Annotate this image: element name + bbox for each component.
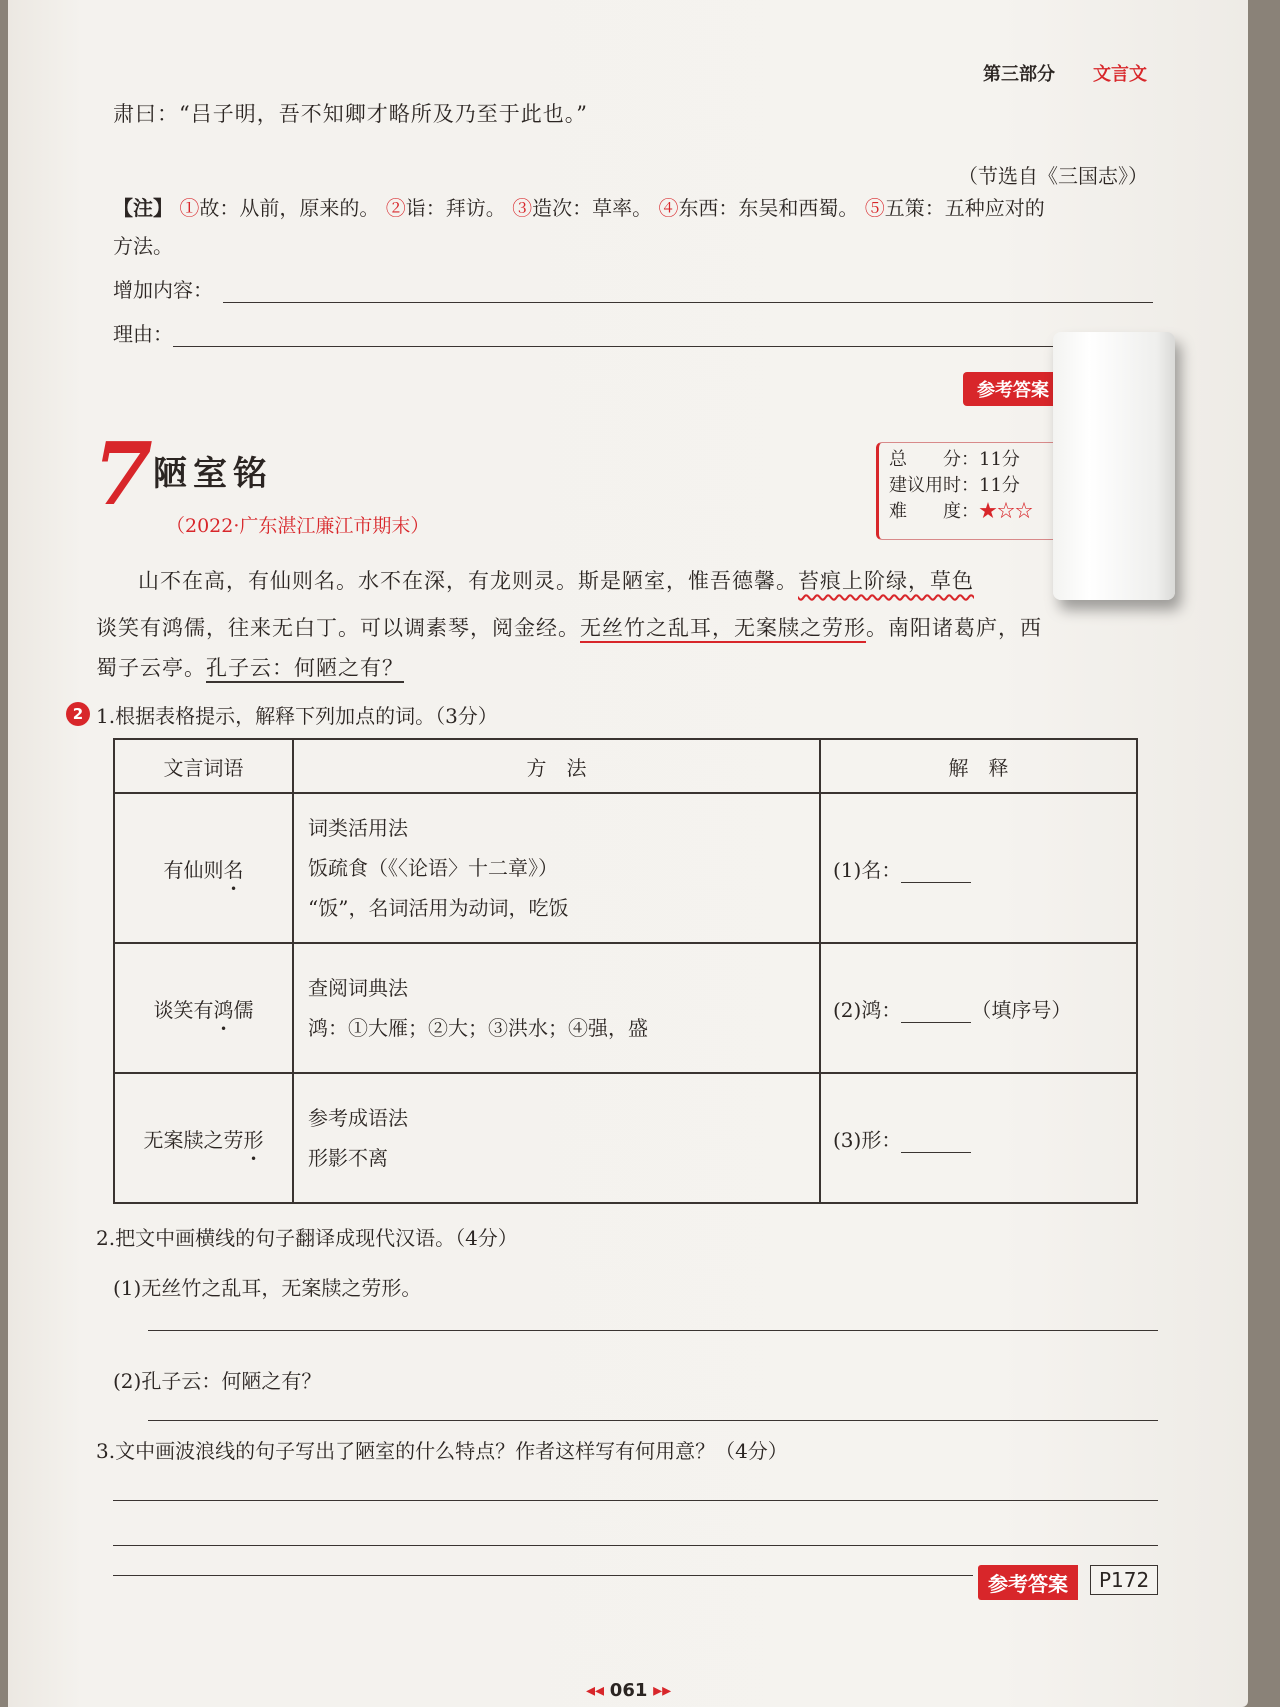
- passage-text: 山不在高，有仙则名。水不在深，有龙则灵。斯是陋室，惟吾德馨。: [138, 569, 798, 593]
- method-line: 参考成语法: [308, 1106, 408, 1130]
- table-header-row: [114, 739, 1137, 793]
- question-2-sub-2: (2)孔子云：何陋之有？: [113, 1369, 322, 1393]
- header-section-label: 文言文: [1093, 64, 1147, 85]
- passage-end-line: 肃曰：“吕子明，吾不知卿才略所及乃至于此也。”: [113, 102, 588, 126]
- passage-underlined-text: 孔子云：何陋之有？: [206, 656, 404, 680]
- passage-text: 蜀子云亭。: [96, 656, 206, 680]
- note-num: ①: [179, 196, 200, 220]
- answer-line[interactable]: [113, 1500, 1158, 1501]
- word-text: 无案牍之劳: [143, 1127, 244, 1152]
- row-word: [114, 1073, 293, 1203]
- notes-line: [113, 192, 1045, 221]
- frequency-badge: 2: [66, 702, 90, 726]
- table-row: [114, 793, 1137, 943]
- total-score: 总 分：11分: [889, 449, 1020, 470]
- answer-label: (2)鸿：: [833, 997, 902, 1022]
- method-line: 饭疏食（《〈论语〉十二章》）: [308, 856, 558, 880]
- note-num: ②: [385, 196, 406, 220]
- question-2: 2.把文中画横线的句子翻译成现代汉语。（4分）: [96, 1226, 518, 1250]
- answer-line[interactable]: [113, 1575, 973, 1576]
- row-answer: [820, 1073, 1137, 1203]
- note-num: ③: [512, 196, 533, 220]
- answer-suffix: （填序号）: [971, 997, 1072, 1022]
- workbook-page: [8, 0, 1248, 1707]
- answer-label: (1)名：: [833, 857, 902, 882]
- answer-line[interactable]: [148, 1420, 1158, 1421]
- passage-line-2: [96, 612, 1042, 642]
- note-text: 造次：草率。: [532, 196, 653, 220]
- vocab-table: [113, 738, 1138, 1204]
- question-2-sub-1: (1)无丝竹之乱耳，无案牍之劳形。: [113, 1276, 422, 1300]
- reason-label: 理由：: [113, 322, 173, 346]
- header-explain: 解 释: [820, 739, 1137, 793]
- notes-line-cont: 方法。: [113, 234, 173, 258]
- header-word: 文言词语: [114, 739, 293, 793]
- reference-page[interactable]: P172: [1090, 1565, 1158, 1595]
- dotted-char: 形: [243, 1127, 264, 1152]
- note-num: ④: [658, 196, 679, 220]
- page-number: ◂◂ 061 ▸▸: [586, 1680, 672, 1701]
- passage-wavy-text: 苔痕上阶绿，草色: [798, 569, 974, 593]
- add-content-answer-line[interactable]: [223, 302, 1153, 303]
- reference-answer-tab[interactable]: 参考答案: [963, 372, 1063, 406]
- reference-answer-label[interactable]: 参考答案: [978, 1565, 1078, 1600]
- add-content-label: 增加内容：: [113, 278, 213, 302]
- note-num: ⑤: [864, 196, 885, 220]
- header-part-label: 第三部分: [983, 64, 1055, 85]
- row-word: [114, 943, 293, 1073]
- difficulty: [889, 499, 1069, 525]
- table-row: [114, 1073, 1137, 1203]
- answer-blank[interactable]: [901, 1134, 971, 1153]
- passage-text: 谈笑有鸿儒，往来无白丁。可以调素琴，阅金经。: [96, 616, 580, 640]
- row-answer: [820, 943, 1137, 1073]
- question-1: 1.根据表格提示，解释下列加点的词。（3分）: [96, 704, 498, 728]
- dotted-char: 名: [223, 857, 244, 882]
- word-text: 儒: [233, 997, 254, 1022]
- dotted-char: 鸿: [213, 997, 234, 1022]
- notes-label: 【注】: [113, 196, 173, 220]
- word-text: 有仙则: [163, 857, 224, 882]
- question-3: 3.文中画波浪线的句子写出了陋室的什么特点？作者这样写有何用意？（4分）: [96, 1439, 788, 1463]
- note-text: 故：从前，原来的。: [199, 196, 380, 220]
- word-text: 谈笑有: [153, 997, 214, 1022]
- note-text: 东西：东吴和西蜀。: [678, 196, 859, 220]
- lesson-source: （2022·广东湛江廉江市期末）: [166, 515, 430, 537]
- passage-underlined-text: 无丝竹之乱耳，无案牍之劳形: [580, 616, 866, 640]
- answer-line[interactable]: [113, 1545, 1158, 1546]
- lesson-title: 陋室铭: [153, 454, 273, 494]
- passage-text: 。南阳诸葛庐，西: [866, 616, 1042, 640]
- row-method: [293, 793, 820, 943]
- eraser-object: [1053, 332, 1175, 600]
- row-answer: [820, 793, 1137, 943]
- method-line: 形影不离: [308, 1146, 388, 1170]
- passage-line-3: [96, 652, 404, 682]
- row-method: [293, 1073, 820, 1203]
- passage-line-1: [138, 565, 974, 595]
- note-text: 五策：五种应对的: [884, 196, 1045, 220]
- method-line: “饭”，名词活用为动词，吃饭: [308, 896, 569, 920]
- method-line: 词类活用法: [308, 816, 408, 840]
- table-row: [114, 943, 1137, 1073]
- row-method: [293, 943, 820, 1073]
- lesson-number: 7: [93, 424, 153, 525]
- difficulty-label: 难 度：: [889, 501, 979, 522]
- note-text: 诣：拜访。: [405, 196, 506, 220]
- lesson-info-box: [876, 442, 1080, 540]
- method-line: 鸿：①大雁；②大；③洪水；④强，盛: [308, 1016, 648, 1040]
- answer-blank[interactable]: [901, 1004, 971, 1023]
- reason-answer-line[interactable]: [173, 346, 1053, 347]
- answer-blank[interactable]: [901, 864, 971, 883]
- answer-line[interactable]: [148, 1330, 1158, 1331]
- suggested-time: 建议用时：11分: [889, 475, 1020, 496]
- difficulty-stars: ★☆☆: [979, 501, 1033, 522]
- page-number-value: 061: [609, 1680, 648, 1701]
- row-word: [114, 793, 293, 943]
- answer-label: (3)形：: [833, 1127, 902, 1152]
- header-method: 方 法: [293, 739, 820, 793]
- method-line: 查阅词典法: [308, 976, 408, 1000]
- source-note: （节选自《三国志》）: [958, 164, 1148, 188]
